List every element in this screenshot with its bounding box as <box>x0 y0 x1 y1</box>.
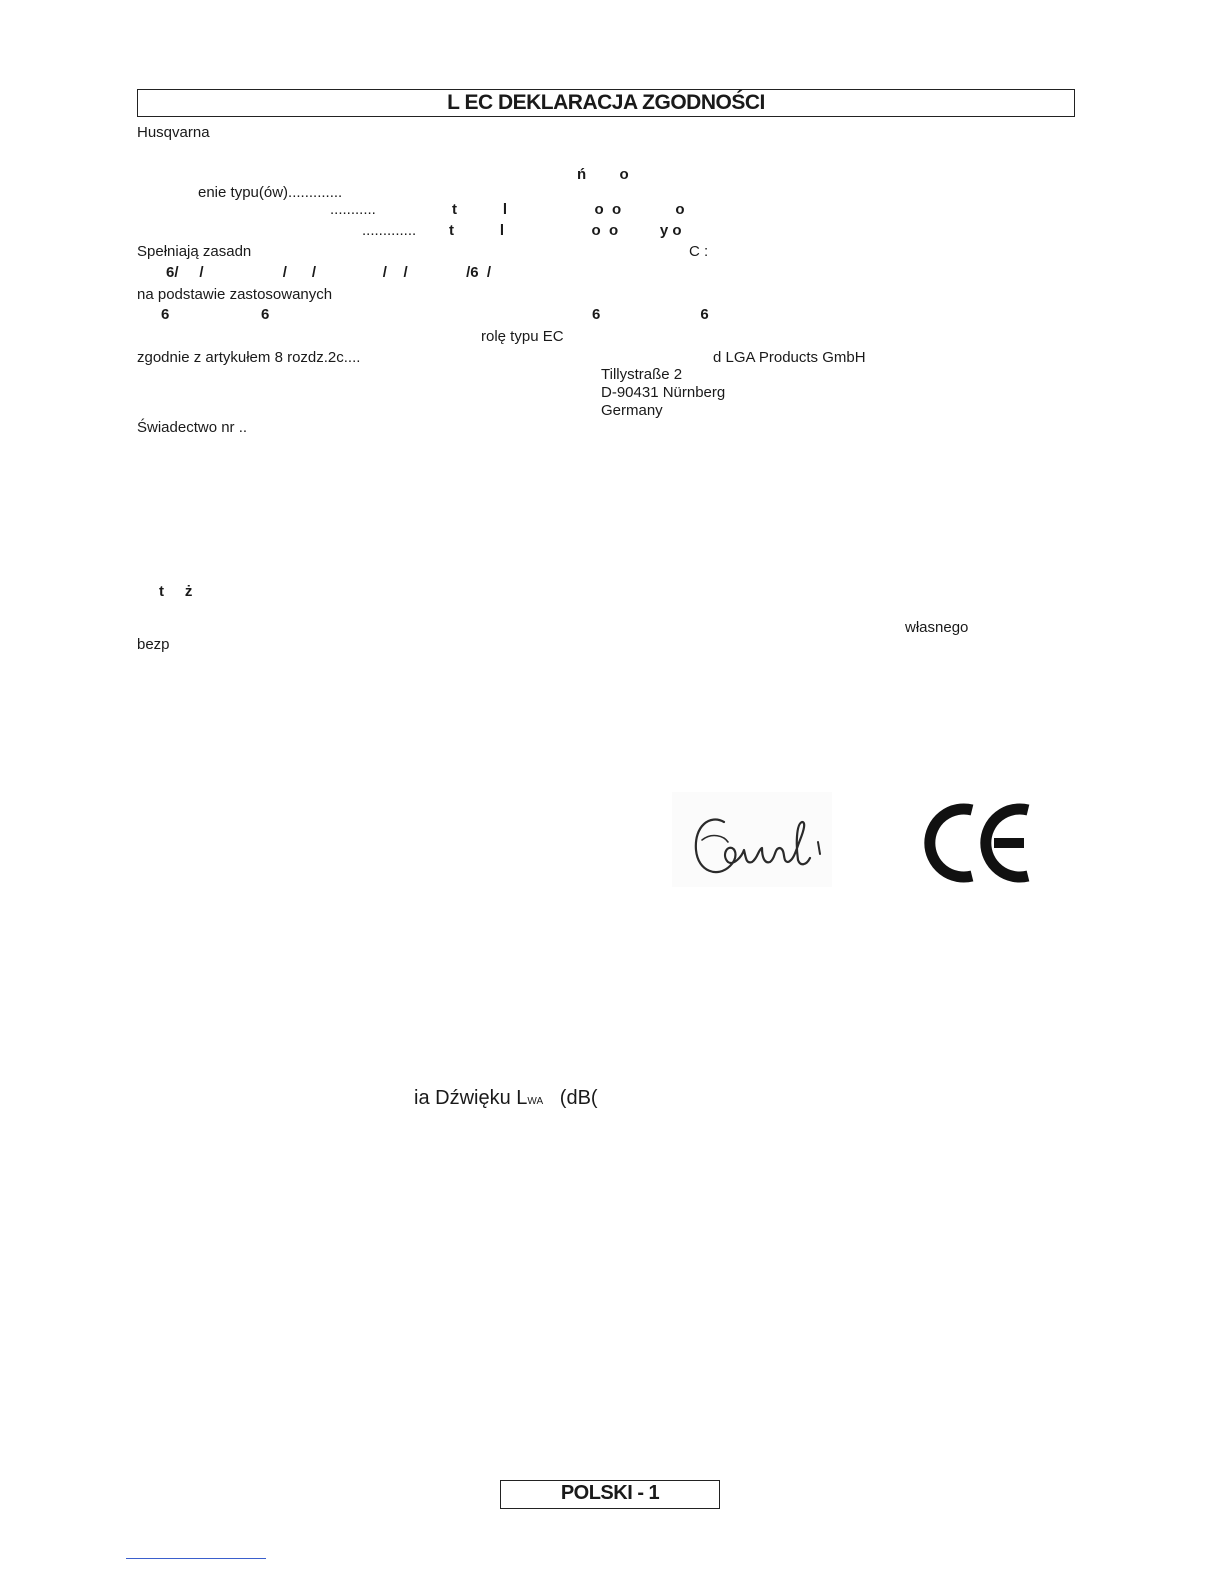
safety-fragment: bezp <box>137 636 170 653</box>
own-fragment: własnego <box>905 619 969 636</box>
standards-left: 6 6 <box>161 306 270 323</box>
model-line-b: t l o o y o <box>449 222 682 239</box>
conformity-statement: Spełniają zasadn <box>137 243 252 260</box>
notified-body-name: d LGA Products GmbH <box>713 349 866 366</box>
sound-subscript: WA <box>527 1096 544 1107</box>
notified-body-country: Germany <box>601 402 663 419</box>
standards-intro: na podstawie zastosowanych <box>137 286 333 303</box>
signature-icon <box>672 792 832 887</box>
notified-body-street: Tillystraße 2 <box>601 366 683 383</box>
sound-suffix: (dB( <box>543 1087 598 1109</box>
also-fragment: t ż <box>159 583 193 600</box>
header-fragment: ń o <box>577 166 629 183</box>
manufacturer-name: Husqvarna <box>137 124 210 141</box>
notified-body-city: D-90431 Nürnberg <box>601 384 726 401</box>
type-designation: enie typu(ów)............. <box>198 184 343 201</box>
directives-list: 6/ / / / / / /6 / <box>166 264 492 281</box>
ce-mark-icon <box>920 800 1035 885</box>
page-footer: POLSKI - 1 <box>500 1480 720 1509</box>
conformity-suffix: C : <box>689 243 709 260</box>
page-title: L EC DEKLARACJA ZGODNOŚCI <box>137 89 1075 117</box>
ec-type-role: rolę typu EC <box>481 328 564 345</box>
footer-link-underline[interactable] <box>126 1558 266 1559</box>
model-line-b-dots: ............. <box>362 222 417 239</box>
standards-right: 6 6 <box>592 306 709 323</box>
article-reference: zgodnie z artykułem 8 rozdz.2c.... <box>137 349 361 366</box>
sound-power-label <box>414 1086 598 1114</box>
sound-prefix: ia Dźwięku L <box>414 1087 528 1109</box>
model-line-a: t l o o o <box>452 201 685 218</box>
certificate-number: Świadectwo nr .. <box>137 419 248 436</box>
model-line-a-dots: ........... <box>330 201 376 218</box>
